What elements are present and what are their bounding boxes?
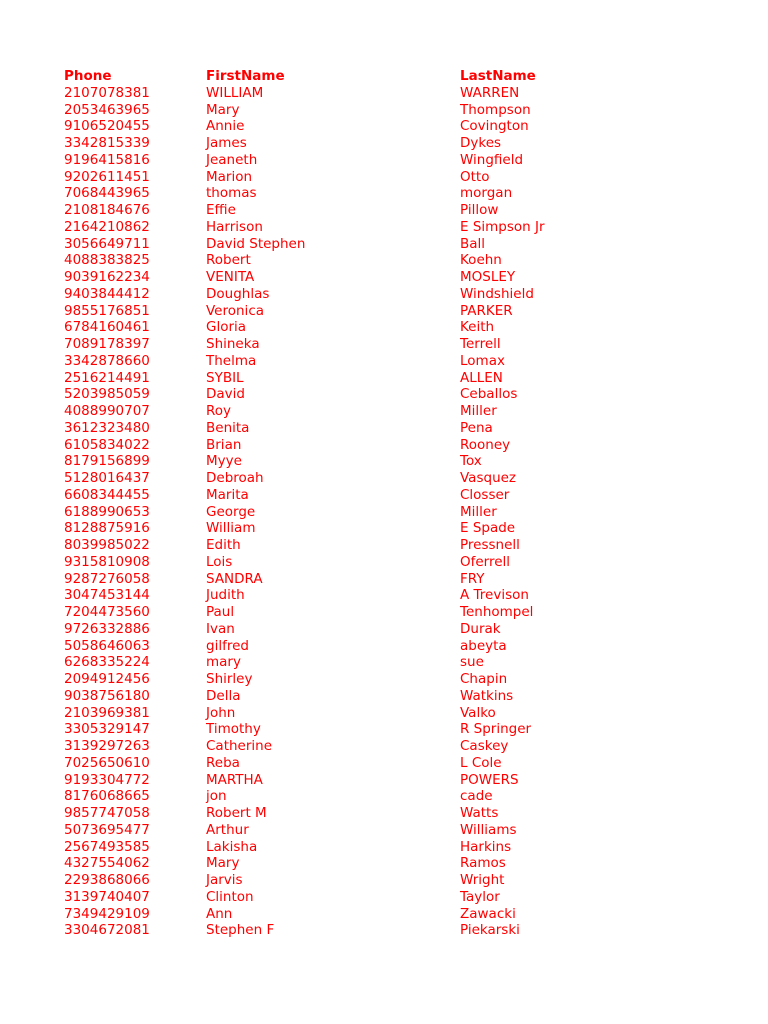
first-name-cell: VENITA — [206, 269, 255, 285]
table-row — [64, 470, 724, 487]
last-name-cell: Valko — [460, 704, 496, 721]
table-row — [64, 236, 724, 253]
first-name-cell: Jeaneth — [206, 151, 258, 168]
phone-cell: 8176068665 — [64, 788, 150, 805]
first-name-cell: Shineka — [206, 336, 260, 352]
phone-cell: 9202611451 — [64, 168, 150, 185]
first-name-cell: George — [206, 503, 256, 520]
table-row — [64, 537, 724, 554]
last-name-cell: Watkins — [460, 687, 514, 704]
phone-cell: 2107078381 — [64, 84, 150, 101]
first-name-cell: Shirley — [206, 671, 253, 687]
phone-cell: 4327554062 — [64, 855, 150, 872]
first-name-cell: Jarvis — [206, 872, 243, 888]
first-name-cell: Della — [206, 687, 241, 704]
last-name-cell: A Trevison — [460, 587, 529, 604]
table-row — [64, 118, 724, 135]
table-row — [64, 269, 724, 286]
first-name-cell: Paul — [206, 604, 235, 620]
last-name-cell: Caskey — [460, 738, 509, 754]
table-row — [64, 922, 724, 939]
phone-cell: 6105834022 — [64, 436, 150, 453]
phone-cell: 3047453144 — [64, 587, 150, 604]
first-name-cell: Ann — [206, 905, 233, 922]
table-row — [64, 152, 724, 169]
last-name-cell: L Cole — [460, 754, 502, 771]
last-name-cell: Ramos — [460, 855, 506, 872]
phone-cell: 5203985059 — [64, 386, 150, 403]
table-row — [64, 102, 724, 119]
last-name-cell: Dykes — [460, 135, 502, 151]
table-row — [64, 370, 724, 387]
first-name-cell: Timothy — [206, 721, 261, 738]
last-name-cell: sue — [460, 654, 484, 671]
first-name-cell: David — [206, 386, 245, 403]
last-name-cell: Closser — [460, 486, 510, 503]
last-name-cell: Lomax — [460, 352, 505, 369]
phone-cell: 6188990653 — [64, 503, 150, 520]
last-name-cell: Windshield — [460, 285, 534, 302]
first-name-cell: Reba — [206, 754, 240, 771]
last-name-cell: Wingfield — [460, 151, 524, 168]
table-row — [64, 738, 724, 755]
first-name-cell: Arthur — [206, 821, 249, 838]
phone-cell: 5128016437 — [64, 470, 150, 486]
phone-cell: 6268335224 — [64, 654, 150, 671]
last-name-cell: Thompson — [460, 101, 531, 118]
last-name-cell: Oferrell — [460, 553, 511, 570]
last-name-cell: Keith — [460, 319, 495, 336]
table-row — [64, 872, 724, 889]
table-row — [64, 420, 724, 437]
table-row — [64, 805, 724, 822]
table-row — [64, 169, 724, 186]
last-name-cell: Covington — [460, 118, 529, 135]
phone-cell: 2516214491 — [64, 369, 150, 386]
last-name-cell: Rooney — [460, 436, 511, 453]
first-name-cell: Lakisha — [206, 838, 258, 855]
last-name-cell: Wright — [460, 872, 505, 888]
first-name-cell: Mary — [206, 855, 240, 872]
phone-cell: 9287276058 — [64, 570, 150, 587]
table-row — [64, 219, 724, 236]
first-name-cell: jon — [206, 788, 227, 805]
phone-cell: 3342815339 — [64, 135, 150, 151]
last-name-cell: POWERS — [460, 771, 519, 788]
first-name-cell: mary — [206, 654, 241, 671]
table-row — [64, 437, 724, 454]
last-name-cell: Otto — [460, 168, 490, 185]
last-name-cell: Pressnell — [460, 537, 520, 553]
first-name-cell: Thelma — [206, 352, 257, 369]
phone-cell: 3342878660 — [64, 352, 150, 369]
phone-cell: 4088383825 — [64, 252, 150, 269]
last-name-cell: Vasquez — [460, 470, 517, 486]
first-name-cell: Marita — [206, 486, 249, 503]
table-row — [64, 604, 724, 621]
phone-cell: 9193304772 — [64, 771, 150, 788]
table-row — [64, 252, 724, 269]
last-name-cell: Miller — [460, 503, 497, 520]
table-header-row — [64, 68, 724, 85]
last-name-cell: Ball — [460, 235, 486, 252]
first-name-cell: Veronica — [206, 302, 265, 319]
last-name-cell: Durak — [460, 620, 501, 637]
phone-cell: 2567493585 — [64, 838, 150, 855]
table-row — [64, 487, 724, 504]
phone-cell: 9039162234 — [64, 269, 150, 285]
first-name-cell: David Stephen — [206, 235, 306, 252]
first-name-cell: William — [206, 520, 256, 537]
last-name-cell: Williams — [460, 821, 517, 838]
table-row — [64, 822, 724, 839]
table-row — [64, 353, 724, 370]
table-row — [64, 889, 724, 906]
table-row — [64, 403, 724, 420]
phone-cell: 9857747058 — [64, 805, 150, 821]
phone-cell: 7025650610 — [64, 754, 150, 771]
first-name-cell: Clinton — [206, 888, 254, 905]
first-name-cell: Gloria — [206, 319, 247, 336]
phone-cell: 8179156899 — [64, 453, 150, 470]
table-row — [64, 621, 724, 638]
first-name-cell: Myye — [206, 453, 242, 470]
last-name-cell: Taylor — [460, 888, 500, 905]
first-name-cell: Stephen F — [206, 922, 275, 939]
table-row — [64, 135, 724, 152]
phone-cell: 7068443965 — [64, 185, 150, 202]
first-name-cell: SYBIL — [206, 369, 244, 386]
first-name-cell: gilfred — [206, 637, 249, 654]
phone-cell: 6608344455 — [64, 486, 150, 503]
last-name-cell: WARREN — [460, 84, 520, 101]
first-name-cell: Marion — [206, 168, 253, 185]
table-row — [64, 303, 724, 320]
last-name-cell: Miller — [460, 403, 497, 419]
phone-cell: 9315810908 — [64, 553, 150, 570]
last-name-cell: Chapin — [460, 671, 508, 687]
table-row — [64, 587, 724, 604]
phone-cell: 9038756180 — [64, 687, 150, 704]
table-row — [64, 721, 724, 738]
first-name-cell: Lois — [206, 553, 233, 570]
last-name-cell: Ceballos — [460, 386, 518, 403]
phone-cell: 5073695477 — [64, 821, 150, 838]
header-phone: Phone — [64, 68, 112, 84]
contact-table — [64, 68, 724, 939]
first-name-cell: Ivan — [206, 620, 235, 637]
table-row — [64, 638, 724, 655]
phone-cell: 2094912456 — [64, 671, 150, 687]
phone-cell: 9196415816 — [64, 151, 150, 168]
last-name-cell: MOSLEY — [460, 269, 516, 285]
table-row — [64, 788, 724, 805]
first-name-cell: Effie — [206, 202, 236, 218]
phone-cell: 2293868066 — [64, 872, 150, 888]
last-name-cell: Terrell — [460, 336, 501, 352]
first-name-cell: Judith — [206, 587, 245, 604]
table-row — [64, 520, 724, 537]
first-name-cell: Edith — [206, 537, 241, 553]
phone-cell: 7089178397 — [64, 336, 150, 352]
first-name-cell: Annie — [206, 118, 245, 135]
table-row — [64, 453, 724, 470]
first-name-cell: Robert M — [206, 805, 267, 821]
table-row — [64, 319, 724, 336]
table-row — [64, 705, 724, 722]
last-name-cell: PARKER — [460, 302, 513, 319]
phone-cell: 9403844412 — [64, 285, 150, 302]
phone-cell: 7204473560 — [64, 604, 150, 620]
first-name-cell: Brian — [206, 436, 242, 453]
last-name-cell: Tenhompel — [460, 604, 534, 620]
phone-cell: 2164210862 — [64, 218, 150, 235]
first-name-cell: Benita — [206, 419, 250, 436]
last-name-cell: Koehn — [460, 252, 502, 269]
header-last-name: LastName — [460, 68, 536, 84]
phone-cell: 9855176851 — [64, 302, 150, 319]
table-row — [64, 839, 724, 856]
header-first-name: FirstName — [206, 68, 285, 84]
last-name-cell: Tox — [460, 453, 482, 470]
last-name-cell: Pillow — [460, 202, 499, 218]
first-name-cell: thomas — [206, 185, 257, 202]
phone-cell: 8128875916 — [64, 520, 150, 537]
last-name-cell: R Springer — [460, 721, 532, 738]
table-row — [64, 671, 724, 688]
phone-cell: 6784160461 — [64, 319, 150, 336]
phone-cell: 3304672081 — [64, 922, 150, 939]
table-row — [64, 654, 724, 671]
first-name-cell: Harrison — [206, 218, 263, 235]
first-name-cell: Doughlas — [206, 285, 270, 302]
table-row — [64, 202, 724, 219]
last-name-cell: Pena — [460, 419, 493, 436]
phone-cell: 3139297263 — [64, 738, 150, 754]
table-row — [64, 855, 724, 872]
table-row — [64, 386, 724, 403]
first-name-cell: John — [206, 704, 236, 721]
first-name-cell: Debroah — [206, 470, 264, 486]
phone-cell: 5058646063 — [64, 637, 150, 654]
first-name-cell: Catherine — [206, 738, 273, 754]
table-row — [64, 85, 724, 102]
phone-cell: 2103969381 — [64, 704, 150, 721]
last-name-cell: ALLEN — [460, 369, 503, 386]
phone-cell: 9106520455 — [64, 118, 150, 135]
table-row — [64, 688, 724, 705]
first-name-cell: Mary — [206, 101, 240, 118]
first-name-cell: James — [206, 135, 247, 151]
last-name-cell: cade — [460, 788, 493, 805]
last-name-cell: Zawacki — [460, 905, 516, 922]
last-name-cell: morgan — [460, 185, 513, 202]
phone-cell: 9726332886 — [64, 620, 150, 637]
table-row — [64, 554, 724, 571]
last-name-cell: abeyta — [460, 637, 507, 654]
first-name-cell: Robert — [206, 252, 251, 269]
last-name-cell: Harkins — [460, 838, 512, 855]
last-name-cell: E Spade — [460, 520, 516, 537]
first-name-cell: WILLIAM — [206, 84, 264, 101]
table-row — [64, 185, 724, 202]
last-name-cell: Piekarski — [460, 922, 520, 939]
table-row — [64, 906, 724, 923]
table-body — [64, 85, 724, 939]
table-row — [64, 772, 724, 789]
table-row — [64, 504, 724, 521]
table-row — [64, 571, 724, 588]
phone-cell: 2108184676 — [64, 202, 150, 218]
first-name-cell: Roy — [206, 403, 232, 419]
phone-cell: 3612323480 — [64, 419, 150, 436]
phone-cell: 8039985022 — [64, 537, 150, 553]
table-row — [64, 755, 724, 772]
table-row — [64, 336, 724, 353]
phone-cell: 2053463965 — [64, 101, 150, 118]
phone-cell: 3056649711 — [64, 235, 150, 252]
first-name-cell: MARTHA — [206, 771, 263, 788]
last-name-cell: Watts — [460, 805, 499, 821]
last-name-cell: FRY — [460, 570, 485, 587]
phone-cell: 4088990707 — [64, 403, 150, 419]
phone-cell: 3305329147 — [64, 721, 150, 738]
last-name-cell: E Simpson Jr — [460, 218, 545, 235]
table-row — [64, 286, 724, 303]
phone-cell: 3139740407 — [64, 888, 150, 905]
phone-cell: 7349429109 — [64, 905, 150, 922]
first-name-cell: SANDRA — [206, 570, 263, 587]
